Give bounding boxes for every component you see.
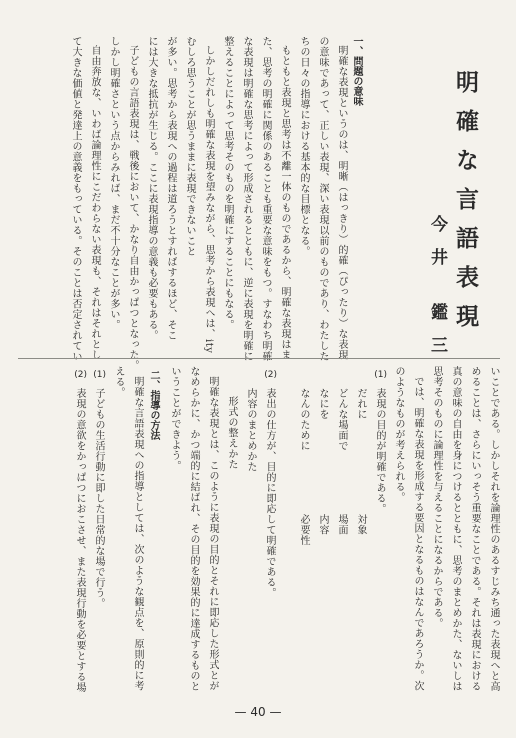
list-item-1-line-3: どんな場面で 場面	[336, 388, 347, 535]
upper-col-2: の意味であって、正しい表現、深い表現以前のものであり、わたした	[317, 36, 328, 362]
list-item-1-line-1: 表現の目的が明確である。	[374, 388, 385, 514]
lower-col-3: 真の意味の自由を身につけるとともに、思考のまとめかた、ないしは	[450, 366, 461, 692]
list-item-2-line-2: 内容のまとめかた	[245, 388, 256, 472]
upper-col-1: 明確な表現というのは、明晰（はっきり）的確（ぴったり）な表現	[336, 45, 347, 360]
method-2-number: (2)	[74, 370, 87, 380]
list-item-2-line-4: 明確な表現とは、このように表現の目的とそれに即応した形式とが	[207, 376, 218, 691]
list-item-1-number: (1)	[374, 370, 387, 380]
list-item-2-line-1: 表出の仕方が、目的に即応して明確である。	[264, 388, 275, 598]
upper-col-5: た、思考の明確に関係のあることも重要な意味をもつ。すなわち明確	[260, 36, 271, 362]
section-heading-1: 一、問題の意味	[351, 36, 362, 106]
upper-col-14: 自由奔放な、いわば論理性にこだわらない表現も、それはそれとし	[89, 45, 100, 360]
list-item-1-line-2: だれに 対象	[355, 388, 366, 535]
upper-col-10: が多い。思考から表現への過程は道ろうとすればするほど、そこ	[165, 36, 176, 341]
lower-col-4: 思考そのものに論理性を与えることになるからである。	[431, 366, 442, 629]
upper-col-3: ちの日々の指導における基本的な目標となる。	[298, 36, 309, 257]
list-item-2-line-3: 形式の整えかた	[226, 396, 237, 470]
upper-col-12: 子どもの言語表現は、戦後において、かなり自由かっぱつとなった。	[127, 45, 138, 371]
article-title: 明確な言語表現	[452, 70, 478, 343]
list-item-2-line-6: いうことができよう。	[169, 366, 180, 471]
method-1-line-1: 子どもの生活行動に即した日常的な場で行う。	[93, 388, 104, 609]
section-divider	[18, 358, 500, 359]
method-line-2: える。	[113, 366, 124, 398]
upper-col-8: しかしだれしも明確な表現を望みながら、思考から表現へは、ity	[203, 45, 214, 354]
lower-col-2: めることは、さらにいっそう重要なことである。それは表現における	[469, 366, 480, 692]
upper-col-6: な表現は明確な思考によって形成されるとともに、逆に表現を明確に	[241, 36, 252, 362]
list-item-2-line-5: なめらかに、かつ端的に結ばれ、その目的を効果的に達成するものと	[188, 366, 199, 692]
upper-col-4: もともと表現と思考は不離一体のものであるから、明確な表現はま	[279, 45, 290, 360]
upper-col-7: 整えることによって思考そのものを明確にすることにもなる。	[222, 36, 233, 330]
list-item-1-line-5: なんのために 必要性	[298, 388, 309, 546]
upper-col-15: て大きな価値と発達上の意義をもっている。そのことは否定されてい	[70, 36, 81, 362]
list-item-1-line-4: なにを 内容	[317, 388, 328, 535]
method-2-line-1: 表現の意欲をかっぱつにおこさせ、また表現行動を必要とする場	[74, 388, 85, 693]
method-line-1: 明確な言語表現への指導としては、次のような観点を、原則的に考	[132, 376, 143, 691]
page-number: — 40 —	[234, 705, 282, 719]
list-item-2-number: (2)	[264, 370, 277, 380]
method-1-number: (1)	[93, 370, 106, 380]
upper-col-13: しかし明確さという点からみれば、まだ不十分なことが多い。	[108, 36, 119, 330]
upper-col-9: むしろ思うことが思うままに表現できないこと	[184, 36, 195, 257]
lower-col-5: では、明確な表現を形成する要因となるものはなんであろうか。次	[412, 376, 423, 691]
section-heading-2: 二、指導の方法	[148, 370, 159, 440]
lower-col-1: いことである。しかしそれを論理性のあるすじみち通った表現へと高	[488, 366, 499, 692]
lower-col-6: のようなものが考えられる。	[393, 366, 404, 503]
author-name: 今井 鑑三	[427, 215, 447, 369]
upper-col-11: には大きな抵抗が生じる。ここに表現指導の意義も必要もある。	[146, 36, 157, 341]
